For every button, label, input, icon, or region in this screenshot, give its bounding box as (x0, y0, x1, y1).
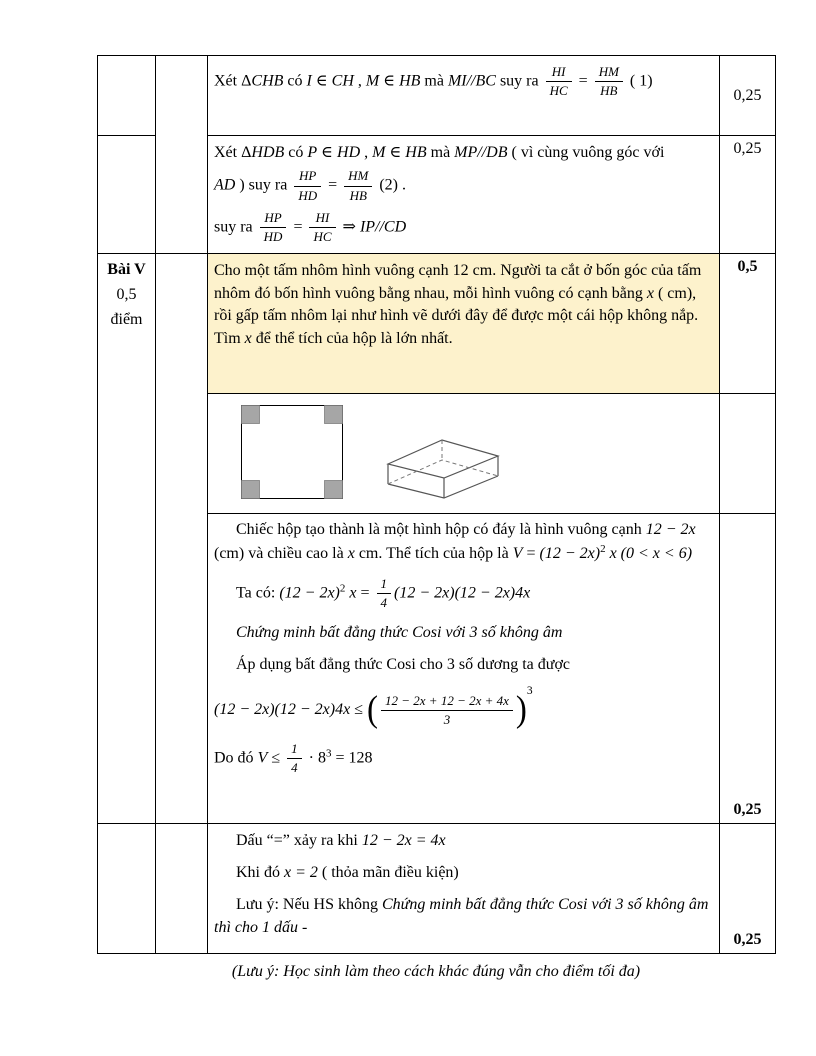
square-net-figure (240, 404, 344, 500)
problem-statement: Cho một tấm nhôm hình vuông cạnh 12 cm. Người ta cắt ở bốn góc của tấm nhôm đó bốn hình vuông bằng nhau, mỗi hình vuông có cạnh bằng x ( cm), rồi gấp tấm nhôm lại như hình vẽ dưới đây để được một cái hộp không nắp. Tìm x để thể tích của hộp là lớn nhất. (214, 262, 702, 347)
solution-line: Dấu “=” xảy ra khi 12 − 2x = 4x (236, 832, 446, 850)
problem-statement-cell (208, 254, 720, 394)
solution-line: (12 − 2x)(12 − 2x)4x ≤ ( $\frac{12 - 2x + 12 - 2x + 4x}{3}$ )$^3$ (214, 685, 533, 730)
points-cell: 0,25 (720, 136, 776, 254)
footer-note: (Lưu ý: Học sinh làm theo cách khác đúng vẫn cho điểm tối đa) (231, 963, 641, 981)
solution-line: Áp dụng bất đẳng thức Cosi cho 3 số dương ta được (236, 655, 571, 673)
content-cell (208, 514, 720, 824)
content-cell (208, 824, 720, 954)
solution-line: Khi đó x = 2 ( thỏa mãn điều kiện) (236, 863, 459, 881)
problem-col-cell (98, 56, 156, 136)
solution-paragraph: Chiếc hộp tạo thành là một hình hộp có đáy là hình vuông cạnh 12 − 2x (cm) và chiều cao là x cm. Thể tích của hộp là $V = (12 - 2x)^2$ x (0 < x < 6) (214, 521, 696, 562)
problem-name: Bài V (107, 261, 146, 279)
solution-line: Chứng minh bất đẳng thức Cosi với 3 số không âm (236, 624, 563, 642)
solution-line: Do đó V ≤ $\frac{1}{4}$ · $8^3 = 128$ (214, 741, 373, 776)
solution-line: AD ) suy ra $\frac{HP}{HD}$ = $\frac{HM}{HB}$ (2) . (214, 168, 406, 203)
points-cell: 0,25 (720, 56, 776, 136)
answer-key-sheet (97, 55, 775, 981)
problem-col-cell (98, 136, 156, 254)
solution-line: Xét ΔCHB có I ∈ CH , M ∈ HB mà MI//BC suy ra $\frac{HI}{HC}$ = $\frac{HM}{HB}$ ( 1) (214, 64, 653, 99)
solution-line: Ta có: $(12 - 2x)^2$ x = $\frac{1}{4}$ (12 − 2x)(12 − 2x)4x (236, 575, 531, 611)
problem-label-cell (98, 254, 156, 824)
part-col-cell (156, 824, 208, 954)
table-row (98, 56, 776, 136)
solution-note: Lưu ý: Nếu HS không Chứng minh bất đẳng thức Cosi với 3 số không âm thì cho 1 dấu - (214, 896, 709, 937)
points-cell: 0,5 (720, 254, 776, 394)
table-row (98, 824, 776, 954)
points-cell: 0,25 (720, 824, 776, 954)
points-cell: 0,25 (720, 514, 776, 824)
problem-points-unit: điểm (110, 310, 143, 328)
content-cell (208, 56, 720, 136)
rubric-table (97, 55, 776, 954)
points-cell (720, 394, 776, 514)
figure-container (214, 398, 713, 508)
part-col-cell (156, 254, 208, 824)
solution-line: suy ra $\frac{HP}{HD}$ = $\frac{HI}{HC}$ ⇒ IP//CD (214, 209, 407, 245)
table-row (98, 254, 776, 394)
problem-points: 0,5 (116, 286, 137, 304)
figure-cell (208, 394, 720, 514)
content-cell (208, 136, 720, 254)
solution-line: Xét ΔHDB có P ∈ HD , M ∈ HB mà MP//DB ( vì cùng vuông góc với (214, 144, 665, 161)
part-col-cell (156, 56, 208, 254)
open-box-figure (386, 430, 504, 508)
problem-col-cell (98, 824, 156, 954)
